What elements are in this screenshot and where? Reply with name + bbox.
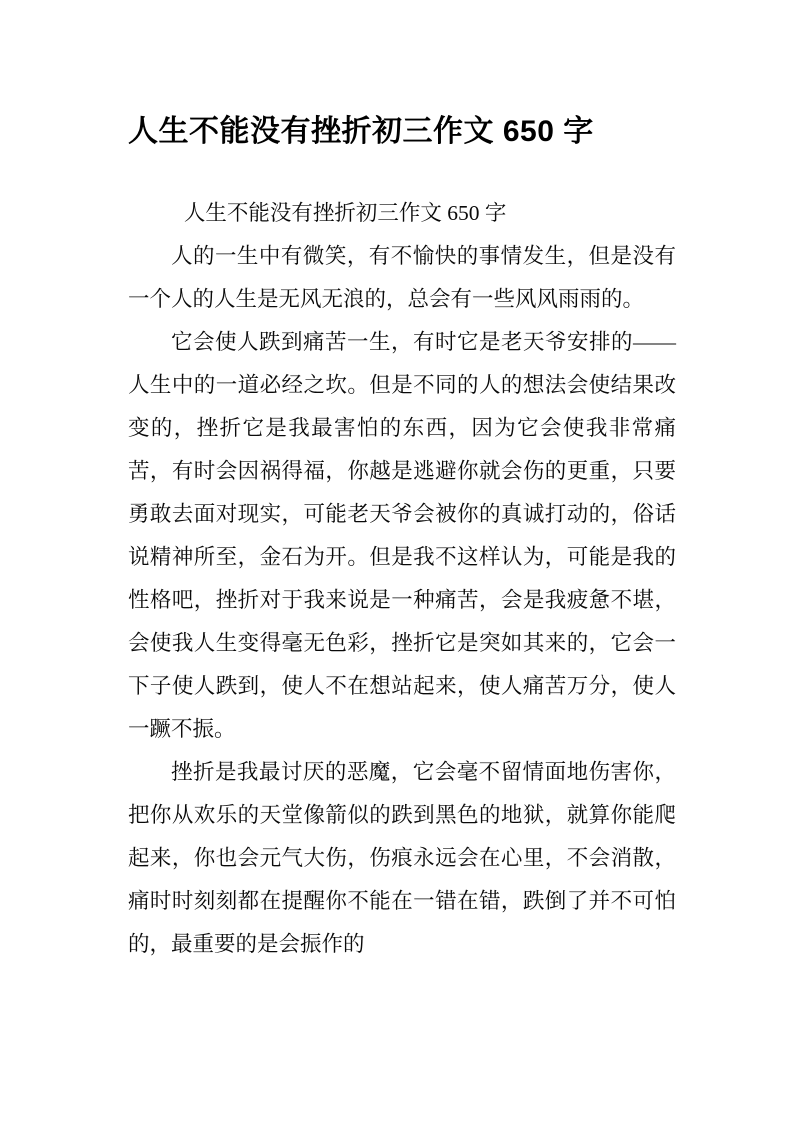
page-title: 人生不能没有挫折初三作文 650 字 — [128, 115, 594, 149]
paragraph: 它会使人跌到痛苦一生，有时它是老天爷安排的——人生中的一道必经之坎。但是不同的人的想法会使结果改变的，挫折它是我最害怕的东西，因为它会使我非常痛苦，有时会因祸得福，你越是逃避你就会伤的更重，只要勇敢去面对现实，可能老天爷会被你的真诚打动的，俗话说精神所至，金石为开。但是我不这样认为，可能是我的性格吧，挫折对于我来说是一种痛苦，会是我疲惫不堪，会使我人生变得毫无色彩，挫折它是突如其来的，它会一下子使人跌到，使人不在想站起来，使人痛苦万分，使人一蹶不振。 — [128, 330, 676, 741]
paragraph: 挫折是我最讨厌的恶魔，它会毫不留情面地伤害你，把你从欢乐的天堂像箭似的跌到黑色的地狱，就算你能爬起来，你也会元气大伤，伤痕永远会在心里，不会消散，痛时时刻刻都在提醒你不能在一错在错，跌倒了并不可怕的，最重要的是会振作的 — [128, 760, 676, 956]
document-body — [128, 192, 676, 966]
paragraph: 人的一生中有微笑，有不愉快的事情发生，但是没有一个人的人生是无风无浪的，总会有一些风风雨雨的。 — [128, 244, 676, 311]
paragraph: 人生不能没有挫折初三作文 650 字 — [183, 201, 507, 225]
